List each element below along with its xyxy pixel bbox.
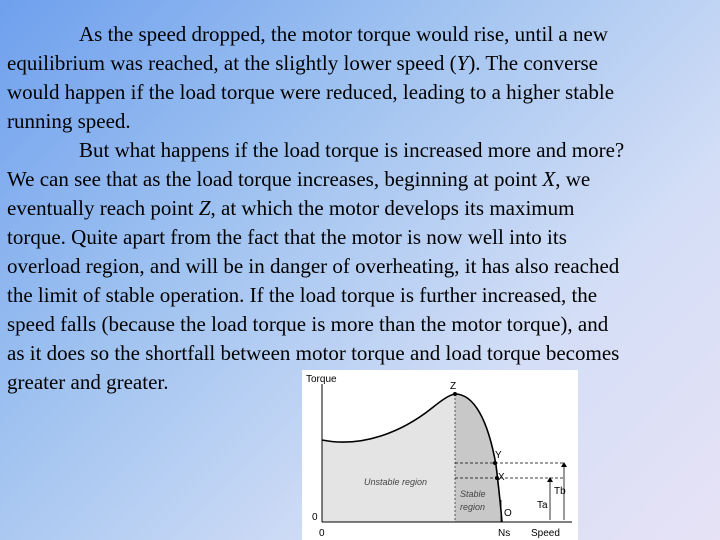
text-line: the limit of stable operation. If the load torque is further increased, the <box>7 283 598 307</box>
paragraph-1 <box>7 20 713 136</box>
text-line: speed falls (because the load torque is more than the motor torque), and <box>7 312 609 336</box>
unstable-region-label: Unstable region <box>364 477 428 487</box>
point-z-marker <box>453 392 457 396</box>
stable-region-label-1: Stable <box>460 489 486 499</box>
torque-speed-figure <box>302 370 578 540</box>
y-axis-label: Torque <box>306 374 337 385</box>
text-line: , we <box>555 167 591 191</box>
text-line: running speed. <box>7 109 131 133</box>
text-line: As the speed dropped, the motor torque would rise, until a new <box>79 22 608 46</box>
origin-y-label: 0 <box>312 512 318 523</box>
unstable-region-fill <box>322 394 455 522</box>
point-z-label: Z <box>450 381 457 392</box>
text-line: ). The converse <box>468 51 598 75</box>
point-o-label: O <box>504 508 512 519</box>
text-line: We can see that as the load torque increases, beginning at point <box>7 167 543 191</box>
text-line: eventually reach point <box>7 196 199 220</box>
x-axis-label: Speed <box>531 528 560 539</box>
variable-y: Y <box>456 51 469 75</box>
stable-region-label-2: region <box>460 502 486 512</box>
text-line: overload region, and will be in danger of overheating, it has also reached <box>7 254 620 278</box>
text-line: But what happens if the load torque is increased more and more? <box>79 138 625 162</box>
body-text <box>7 20 713 397</box>
variable-z: Z <box>198 196 211 220</box>
text-line: , at which the motor develops its maximum <box>210 196 575 220</box>
ns-label: Ns <box>498 528 511 539</box>
point-x-label: X <box>498 472 505 483</box>
tb-label: Tb <box>554 486 566 497</box>
point-y-label: Y <box>495 450 502 461</box>
text-line: equilibrium was reached, at the slightly lower speed ( <box>7 51 457 75</box>
text-line: would happen if the load torque were reduced, leading to a higher stable <box>7 80 615 104</box>
origin-x-label: 0 <box>319 528 325 539</box>
point-y-marker <box>493 461 497 465</box>
ta-label: Ta <box>537 500 548 511</box>
torque-speed-diagram <box>302 370 578 540</box>
text-line: torque. Quite apart from the fact that the motor is now well into its <box>7 225 567 249</box>
paragraph-2 <box>7 136 713 397</box>
text-line: as it does so the shortfall between motor torque and load torque becomes <box>7 341 620 365</box>
text-line: greater and greater. <box>7 370 169 394</box>
variable-x: X <box>542 167 556 191</box>
